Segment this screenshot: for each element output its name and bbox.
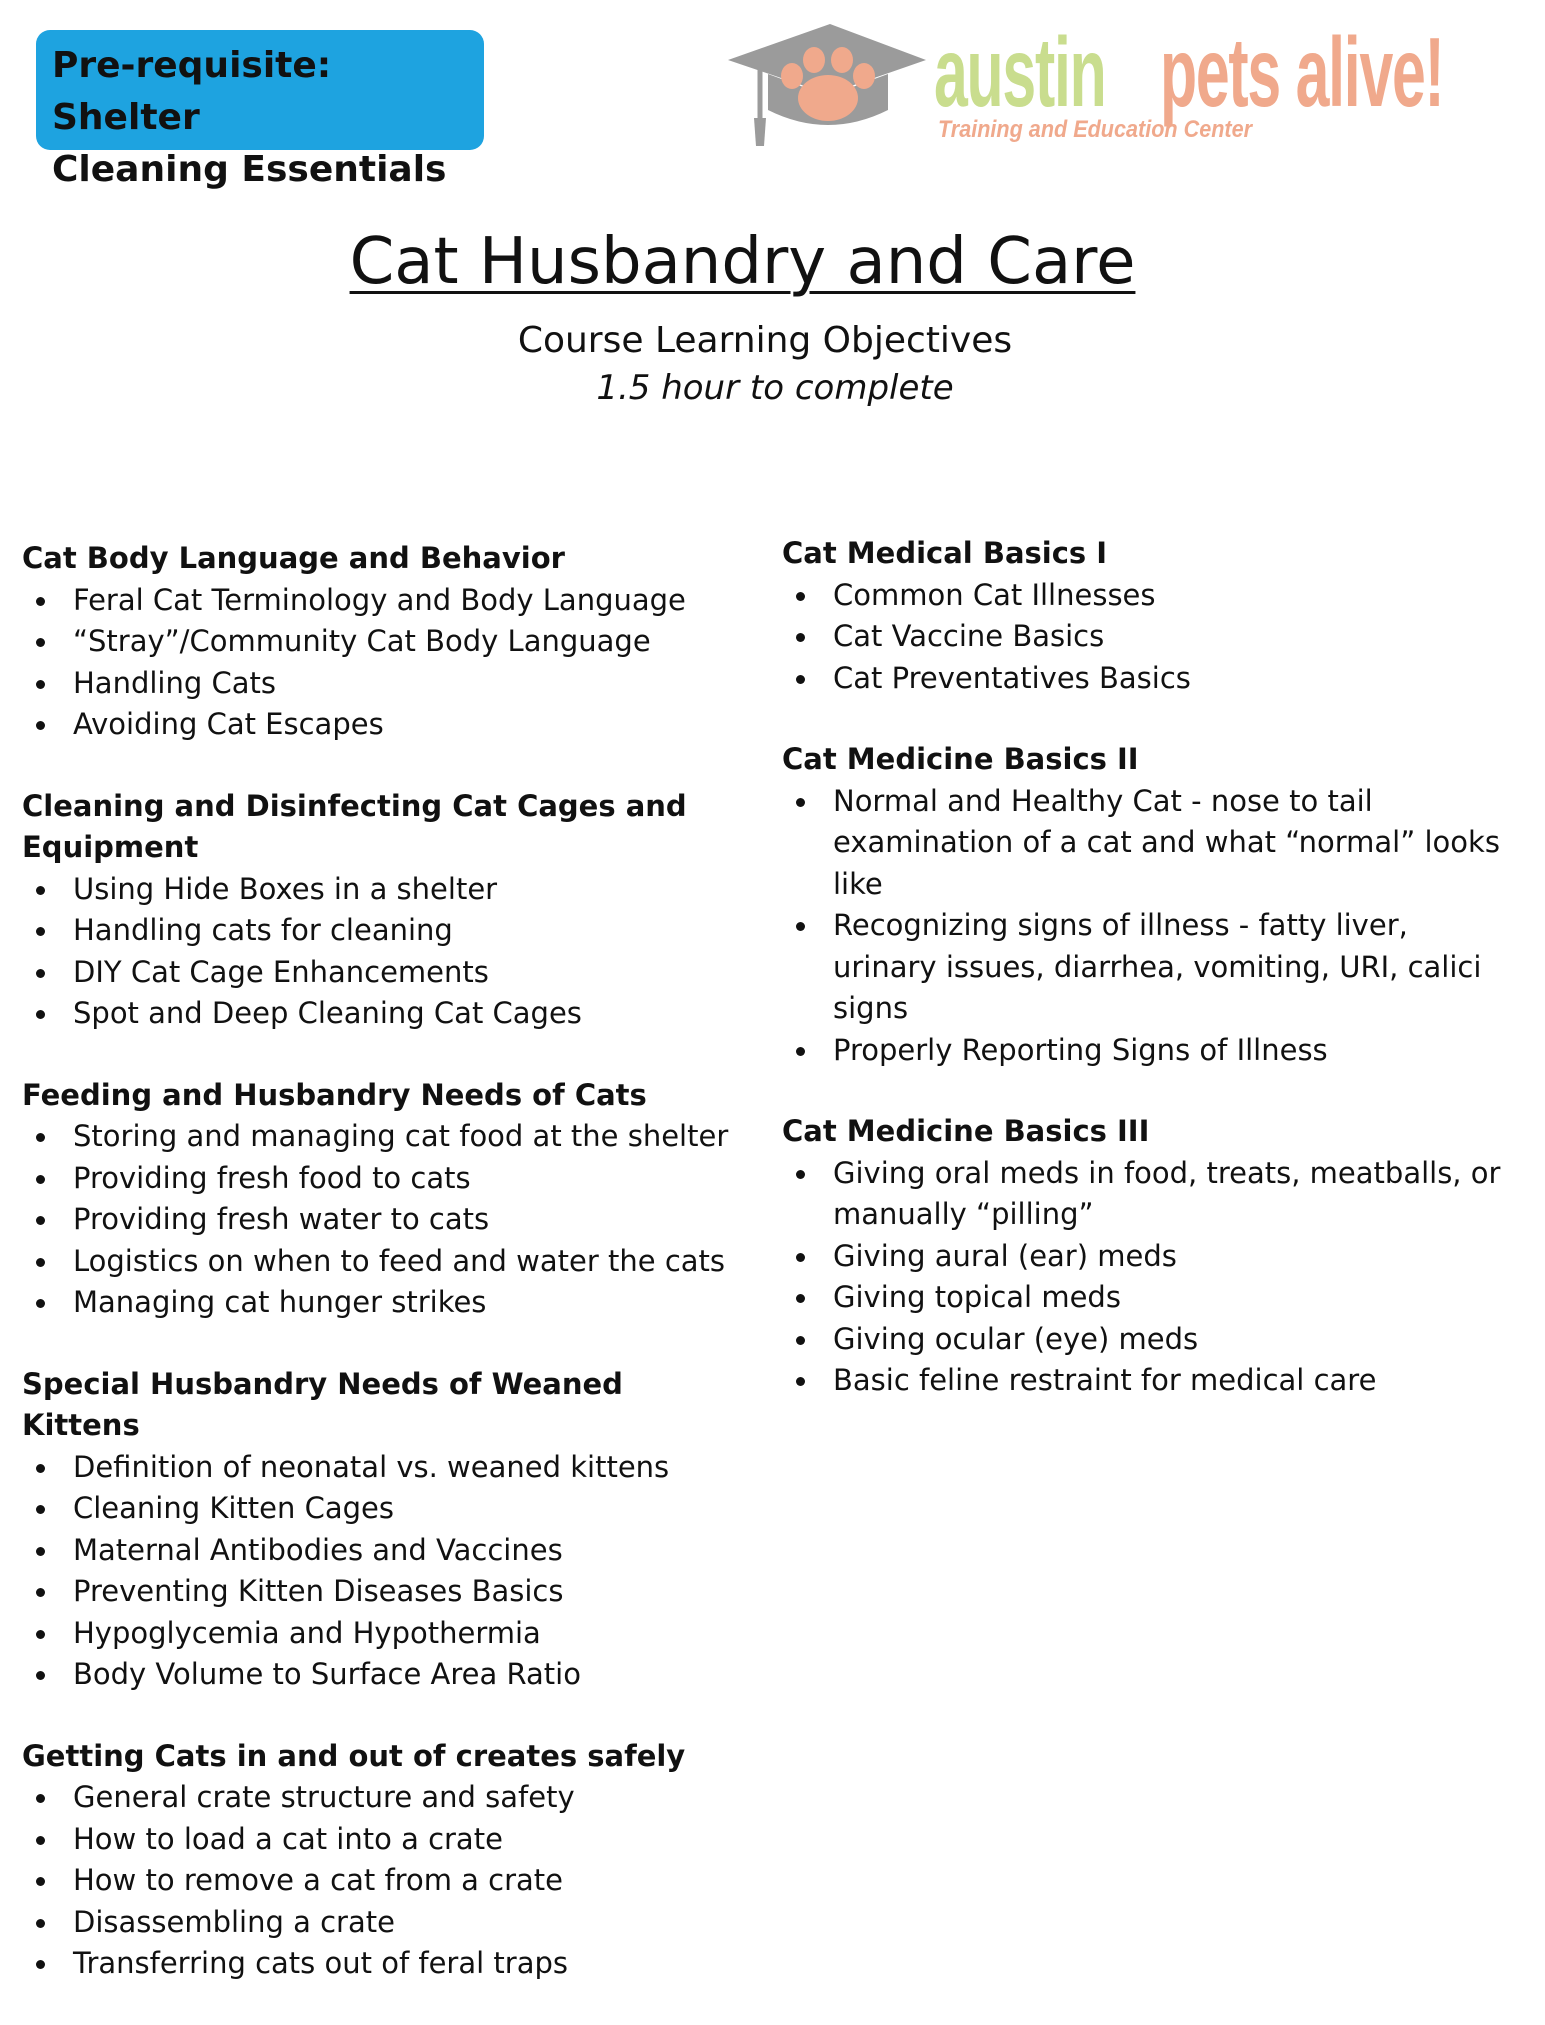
bullet-icon	[796, 592, 805, 601]
bullet-icon	[36, 597, 45, 606]
bullet-icon	[796, 1253, 805, 1262]
objective-item	[22, 1199, 742, 1241]
objective-list	[22, 1777, 742, 1985]
objective-item-text: How to remove a cat from a crate	[73, 1863, 563, 1897]
section-heading: Cat Medicine Basics III	[782, 1114, 1150, 1148]
objective-item-text: Handling cats for cleaning	[73, 913, 453, 947]
right-column	[782, 533, 1502, 1442]
objective-item-text: Cat Vaccine Basics	[833, 619, 1105, 653]
objective-item	[782, 1236, 1502, 1278]
objective-item	[782, 658, 1502, 700]
objective-item-text: Feral Cat Terminology and Body Language	[73, 582, 686, 617]
objective-item-text: Transferring cats out of feral traps	[73, 1946, 568, 1980]
bullet-icon	[36, 680, 45, 689]
objective-item	[22, 621, 742, 663]
prerequisite-line-1: Pre-requisite: Shelter	[52, 45, 332, 138]
bullet-icon	[36, 1919, 45, 1928]
objective-item-text: Managing cat hunger strikes	[73, 1285, 487, 1319]
section-heading: Cleaning and Disinfecting Cat Cages and Equipment	[22, 788, 687, 864]
graduation-cap-paw-icon	[720, 18, 930, 148]
objective-item-text: DIY Cat Cage Enhancements	[73, 954, 489, 989]
section-heading: Cat Medical Basics I	[782, 536, 1108, 570]
bullet-icon	[36, 1133, 45, 1142]
objective-section	[22, 1364, 742, 1696]
objective-item-text: Maternal Antibodies and Vaccines	[73, 1532, 563, 1567]
objective-item	[22, 1530, 742, 1572]
objective-item	[22, 952, 742, 994]
section-heading: Getting Cats in and out of creates safely	[22, 1738, 686, 1773]
objective-item	[22, 1158, 742, 1200]
bullet-icon	[36, 638, 45, 647]
austin-pets-alive-logo	[720, 18, 1530, 148]
objective-list	[22, 580, 742, 746]
course-duration: 1.5 hour to complete	[596, 368, 954, 408]
objective-item-text: Definition of neonatal vs. weaned kittens	[73, 1449, 670, 1484]
bullet-icon	[36, 1630, 45, 1639]
section-heading: Cat Body Language and Behavior	[22, 541, 565, 575]
objective-item	[22, 1654, 742, 1696]
objective-item	[22, 869, 742, 911]
objective-item	[782, 1360, 1502, 1402]
objective-item	[782, 575, 1502, 617]
objective-item-text: Hypoglycemia and Hypothermia	[73, 1615, 541, 1650]
objective-section	[782, 1111, 1502, 1402]
objective-item	[22, 1241, 742, 1283]
bullet-icon	[796, 922, 805, 931]
objective-item	[22, 663, 742, 705]
bullet-icon	[36, 1258, 45, 1267]
objective-item	[22, 1613, 742, 1655]
objective-section	[22, 538, 742, 746]
objective-item-text: How to load a cat into a crate	[73, 1821, 503, 1856]
objective-item	[782, 1153, 1502, 1236]
bullet-icon	[796, 1294, 805, 1303]
objective-item	[782, 1277, 1502, 1319]
bullet-icon	[36, 1794, 45, 1803]
objective-item-text: Handling Cats	[73, 665, 276, 700]
objective-section	[782, 533, 1502, 699]
objective-item-text: Normal and Healthy Cat - nose to tail examination of a cat and what “normal” looks like	[833, 783, 1500, 901]
bullet-icon	[796, 1377, 805, 1386]
objective-item-text: Providing fresh food to cats	[73, 1160, 471, 1195]
objective-list	[22, 869, 742, 1035]
objective-section	[782, 739, 1502, 1071]
objective-list	[782, 1153, 1502, 1402]
section-heading: Cat Medicine Basics II	[782, 742, 1139, 776]
bullet-icon	[36, 1216, 45, 1225]
objective-item-text: Storing and managing cat food at the shelter	[73, 1119, 729, 1153]
bullet-icon	[796, 798, 805, 807]
section-heading: Special Husbandry Needs of Weaned Kittens	[22, 1366, 623, 1442]
bullet-icon	[36, 886, 45, 895]
bullet-icon	[36, 969, 45, 978]
prerequisite-badge	[36, 30, 484, 190]
objective-section	[22, 1736, 742, 1985]
objective-item-text: Cat Preventatives Basics	[833, 660, 1191, 695]
objective-item-text: Basic feline restraint for medical care	[833, 1363, 1377, 1397]
objective-item	[22, 1860, 742, 1902]
objective-item	[22, 1282, 742, 1324]
objective-item	[782, 616, 1502, 658]
objective-item	[22, 1447, 742, 1489]
section-heading: Feeding and Husbandry Needs of Cats	[22, 1077, 647, 1112]
objective-section	[22, 1075, 742, 1324]
objective-item-text: Spot and Deep Cleaning Cat Cages	[73, 996, 582, 1030]
objective-item	[22, 1571, 742, 1613]
objective-item	[22, 1943, 742, 1985]
objective-item	[22, 910, 742, 952]
logo-tagline: Training and Education Center	[938, 116, 1253, 143]
objective-item-text: Common Cat Illnesses	[833, 577, 1156, 612]
objective-item	[22, 1777, 742, 1819]
prerequisite-line-2: Cleaning Essentials	[52, 149, 447, 190]
bullet-icon	[36, 1464, 45, 1473]
objective-item	[782, 905, 1502, 1030]
objective-list	[22, 1116, 742, 1324]
bullet-icon	[796, 1170, 805, 1179]
objective-item	[22, 704, 742, 746]
objective-item-text: “Stray”/Community Cat Body Language	[73, 624, 651, 658]
objective-item-text: Body Volume to Surface Area Ratio	[73, 1657, 581, 1691]
bullet-icon	[36, 1671, 45, 1680]
objective-section	[22, 786, 742, 1035]
bullet-icon	[36, 1505, 45, 1514]
bullet-icon	[36, 1547, 45, 1556]
logo-word-austin: austin	[934, 17, 1106, 127]
bullet-icon	[796, 1047, 805, 1056]
objective-item	[22, 993, 742, 1035]
objective-list	[22, 1447, 742, 1696]
objective-item-text: Cleaning Kitten Cages	[73, 1491, 394, 1525]
objective-item-text: Preventing Kitten Diseases Basics	[73, 1574, 564, 1608]
objective-item	[22, 1116, 742, 1158]
objective-item	[22, 1819, 742, 1861]
objective-item-text: Avoiding Cat Escapes	[73, 707, 384, 741]
objective-list	[782, 575, 1502, 700]
logo-word-pets-alive: pets alive!	[1160, 17, 1444, 127]
objective-item	[782, 1030, 1502, 1072]
bullet-icon	[36, 1588, 45, 1597]
objective-list	[782, 781, 1502, 1072]
bullet-icon	[36, 927, 45, 936]
left-column	[22, 538, 742, 2025]
bullet-icon	[36, 1010, 45, 1019]
objective-item	[22, 1902, 742, 1944]
bullet-icon	[36, 721, 45, 730]
page-title: Cat Husbandry and Care	[349, 225, 1136, 299]
bullet-icon	[36, 1175, 45, 1184]
objective-item-text: General crate structure and safety	[73, 1780, 575, 1814]
objective-item-text: Disassembling a crate	[73, 1904, 395, 1939]
objective-item-text: Providing fresh water to cats	[73, 1202, 490, 1236]
objective-item-text: Giving oral meds in food, treats, meatballs, or manually “pilling”	[833, 1155, 1501, 1231]
bullet-icon	[36, 1960, 45, 1969]
bullet-icon	[36, 1877, 45, 1886]
bullet-icon	[796, 1336, 805, 1345]
objective-item	[782, 1319, 1502, 1361]
objective-item-text: Giving aural (ear) meds	[833, 1238, 1177, 1273]
bullet-icon	[796, 675, 805, 684]
objective-item	[22, 1488, 742, 1530]
objective-item	[22, 580, 742, 622]
objective-item-text: Giving topical meds	[833, 1280, 1121, 1314]
objective-item-text: Giving ocular (eye) meds	[833, 1321, 1199, 1356]
objective-item	[782, 781, 1502, 906]
objective-item-text: Properly Reporting Signs of Illness	[833, 1032, 1328, 1067]
bullet-icon	[36, 1299, 45, 1308]
objective-item-text: Using Hide Boxes in a shelter	[73, 871, 498, 906]
bullet-icon	[796, 633, 805, 642]
objective-item-text: Logistics on when to feed and water the cats	[73, 1243, 726, 1278]
page-subtitle: Course Learning Objectives	[517, 320, 1013, 361]
bullet-icon	[36, 1836, 45, 1845]
objective-item-text: Recognizing signs of illness - fatty liver, urinary issues, diarrhea, vomiting, URI, calici signs	[833, 908, 1482, 1025]
